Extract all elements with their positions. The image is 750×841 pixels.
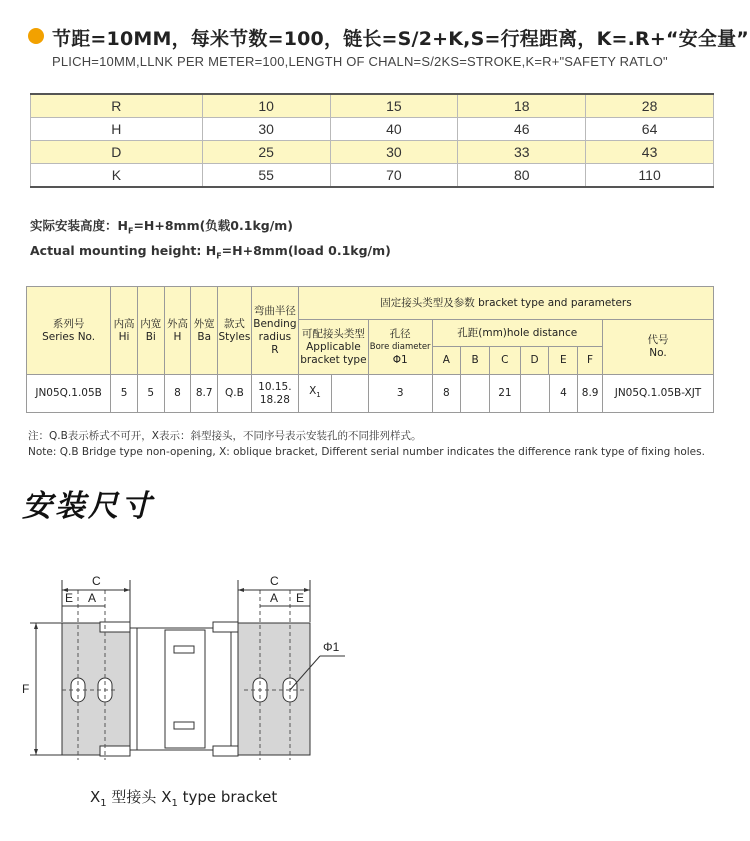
header-bore: 孔径 Bore diameter Φ1 [368,320,432,375]
table-header-row [27,287,714,320]
cell-hi: 5 [111,375,138,413]
spec-table [26,286,714,413]
cell-bracket: $X_1$ [299,375,332,413]
diagram-caption: $X_1$ 型接头 $X_1$ type bracket [90,788,278,809]
cell-e: 4 [549,375,578,413]
cell: 25 [202,141,330,164]
cell-a: 8 [432,375,461,413]
header-styles: 款式 Styles [218,287,252,375]
header-bi: 内宽 Bi [137,287,164,375]
label-f: F [22,682,30,696]
cell: 30 [330,141,458,164]
cell: 70 [330,164,458,188]
table-row [27,375,714,413]
cell-ba: 8.7 [191,375,218,413]
table-row [31,94,714,118]
cell-styles: Q.B [218,375,252,413]
cell: 40 [330,118,458,141]
title-english: PLICH=10MM,LLNK PER METER=100,LENGTH OF CHALN=S/2KS=STROKE,K=R+"SAFETY RATLO" [52,54,668,69]
header-bracket-group: 固定接头类型及参数 bracket type and parameters [299,287,714,320]
label-e-left: E [65,591,74,605]
cell: 28 [586,94,714,118]
cell: 55 [202,164,330,188]
cell: 33 [458,141,586,164]
slot-top [174,646,194,653]
header-hi: 内高 Hi [111,287,138,375]
cell-bi: 5 [137,375,164,413]
header-radius: 弯曲半径 Bending radius R [251,287,298,375]
table-row [31,118,714,141]
cell-d [520,375,549,413]
header-hole-distance: 孔距(mm)hole distance A B C D E F [432,320,602,375]
cell: 30 [202,118,330,141]
row-label: H [31,118,203,141]
row-label: R [31,94,203,118]
slot-bottom [174,722,194,729]
header-code: 代号 No. [602,320,713,375]
header-series: 系列号 Series No. [27,287,111,375]
mounting-height-note [30,216,391,265]
row-label: K [31,164,203,188]
cell-f: 8.9 [578,375,603,413]
cell-code: JN05Q.1.05B-XJT [602,375,713,413]
note-cn: 注：Q.B表示桥式不可开，X表示：斜型接头，不同序号表示安装孔的不同排列样式。 [28,430,422,442]
cell: 110 [586,164,714,188]
cell-series: JN05Q.1.05B [27,375,111,413]
cell: 15 [330,94,458,118]
label-a-right: A [270,591,279,605]
cell: 46 [458,118,586,141]
parameter-table [30,93,714,188]
label-e-right: E [296,591,305,605]
cell-b [461,375,490,413]
cell-c: 21 [490,375,521,413]
cell: 80 [458,164,586,188]
bullet-dot-icon [28,28,44,44]
cell-radius: 10.15. 18.28 [251,375,298,413]
header-h: 外高 H [164,287,191,375]
header-ba: 外宽 Ba [191,287,218,375]
mounting-height-en: Actual mounting height: $H_F=H+8mm(load$ 0.1kg/m) [30,242,391,260]
title-chinese: 节距=10MM，每米节数=100，链长=S/2+K,S=行程距离，K=.R+“安全量” [52,28,749,50]
table-row [31,164,714,188]
section-title: 安装尺寸 [22,489,154,524]
cell: 18 [458,94,586,118]
row-label: D [31,141,203,164]
right-bracket-body [238,623,310,755]
label-c-right: C [270,574,279,588]
note-en: Note: Q.B Bridge type non-opening, X: oblique bracket, Different serial number indicates the difference rank type of fixing holes. [28,446,705,458]
cell: 43 [586,141,714,164]
label-a-left: A [88,591,97,605]
cell: 64 [586,118,714,141]
cell-bore: 3 [368,375,432,413]
label-c-left: C [92,574,101,588]
mounting-height-cn: 实际安装高度：$H_F=H+8mm$(负载0.1kg/m) [30,218,294,236]
header-applicable: 可配接头类型 Applicable bracket type [299,320,369,375]
label-phi: Φ1 [323,640,340,654]
table-row [31,141,714,164]
cell: 10 [202,94,330,118]
cell-empty [331,375,368,413]
cell-h: 8 [164,375,191,413]
notes [28,428,705,460]
